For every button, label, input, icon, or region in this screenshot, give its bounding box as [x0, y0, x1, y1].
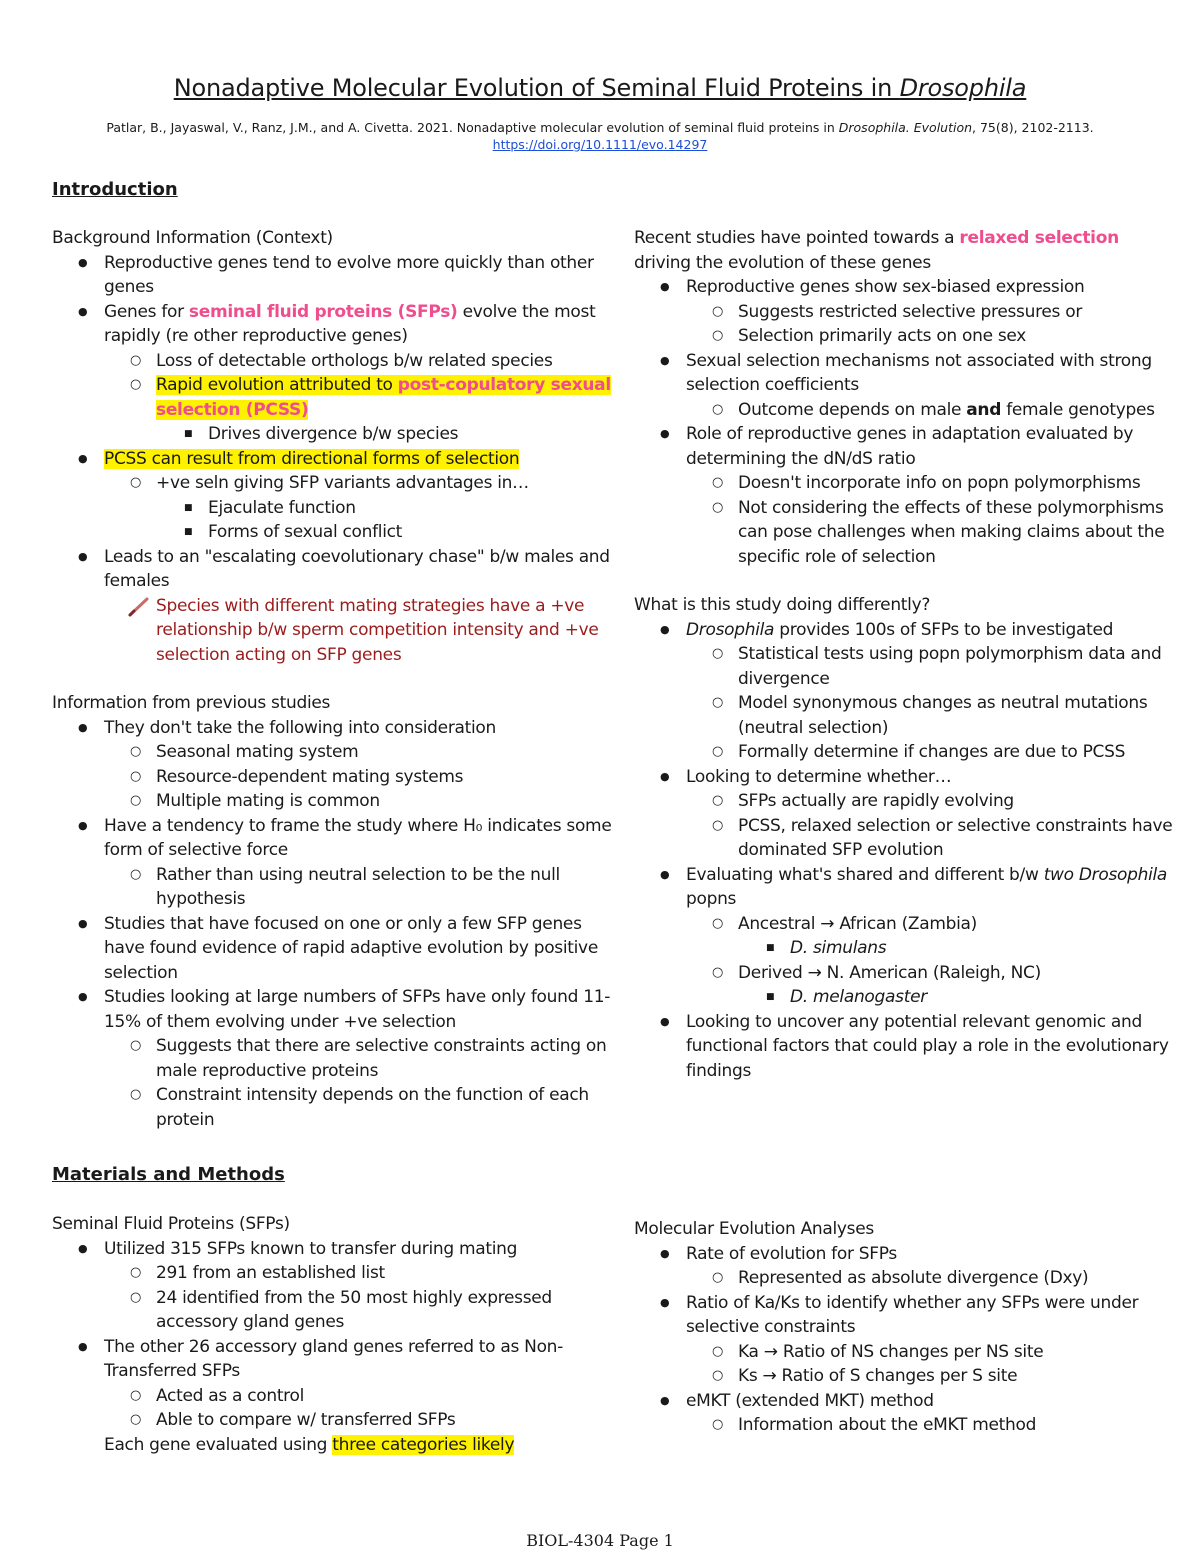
list-item: ● Studies looking at large numbers of SFPs have only found 11-15% of them evolving under +ve selection ○ Suggests that there are selective constraints acting on male reproductive proteins ○ Constraint intensity depends on the function of each protein [52, 985, 612, 1132]
list-item: ● Leads to an "escalating coevolutionary chase" b/w males and females Species with different mating strategies have a +ve relationship b/w sperm competition intensity and +ve selection acting on SFP genes [52, 545, 612, 668]
previous-studies-title: Information from previous studies [52, 693, 331, 713]
heading-materials-methods: Materials and Methods [52, 1164, 285, 1185]
list-item: ● Drosophila provides 100s of SFPs to be investigated ○ Statistical tests using popn polymorphism data and divergence ○ Model synonymous changes as neutral mutations (neutral selection) ○ Formally determine if changes are due to PCSS [634, 618, 1174, 765]
doi-link[interactable]: https://doi.org/10.1111/evo.14297 [492, 137, 708, 152]
list-item: ● Have a tendency to frame the study where H₀ indicates some form of selective force ○ Rather than using neutral selection to be the null hypothesis [52, 814, 612, 912]
list-item: ○ Seasonal mating system [104, 740, 612, 765]
categories-line: Each gene evaluated using three categories likely [104, 1434, 515, 1455]
page-footer: BIOL-4304 Page 1 [526, 1531, 674, 1550]
list-item: ○ SFPs actually are rapidly evolving [686, 789, 1174, 814]
list-item: ○ PCSS, relaxed selection or selective constraints have dominated SFP evolution [686, 814, 1174, 863]
list-item: ○ Derived → N. American (Raleigh, NC) ■ D. melanogaster [686, 961, 1174, 1010]
methods-right-column [634, 1217, 1174, 1438]
list-item: ○ Represented as absolute divergence (Dxy) [686, 1266, 1174, 1291]
list-item: ○ Constraint intensity depends on the function of each protein [104, 1083, 612, 1132]
pencil-icon [126, 596, 152, 618]
intro-left-column [52, 226, 612, 1132]
list-item: ○ +ve seln giving SFP variants advantages in… ■ Ejaculate function ■ Forms of sexual conflict [104, 471, 612, 545]
list-item: ● Genes for seminal fluid proteins (SFPs) evolve the most rapidly (re other reproductive genes) ○ Loss of detectable orthologs b/w related species ○ Rapid evolution attributed to post-copulatory sexual selection (PCSS) ■ Drives divergence b/w species [52, 300, 612, 447]
list-item: ○ Statistical tests using popn polymorphism data and divergence [686, 642, 1174, 691]
heading-introduction: Introduction [52, 179, 178, 200]
list-item: ● The other 26 accessory gland genes referred to as Non-Transferred SFPs ○ Acted as a control ○ Able to compare w/ transferred SFPs [52, 1335, 612, 1433]
list-item: ○ Rapid evolution attributed to post-copulatory sexual selection (PCSS) ■ Drives divergence b/w species [104, 373, 612, 447]
list-item: ○ Resource-dependent mating systems [104, 765, 612, 790]
list-item: ○ 24 identified from the 50 most highly expressed accessory gland genes [104, 1286, 612, 1335]
list-item: ○ Ancestral → African (Zambia) ■ D. simulans [686, 912, 1174, 961]
list-item: ● Studies that have focused on one or only a few SFP genes have found evidence of rapid adaptive evolution by positive selection [52, 912, 612, 986]
list-item: ● Role of reproductive genes in adaptation evaluated by determining the dN/dS ratio ○ Doesn't incorporate info on popn polymorphisms ○ Not considering the effects of these polymorphisms can pose challenges when making claims about the specific role of selection [634, 422, 1174, 569]
methods-left-column [52, 1212, 612, 1457]
list-item: ● Looking to uncover any potential relevant genomic and functional factors that could play a role in the evolutionary findings [634, 1010, 1174, 1084]
different-title: What is this study doing differently? [634, 595, 931, 615]
list-item: ○ Suggests that there are selective constraints acting on male reproductive proteins [104, 1034, 612, 1083]
list-item: ● Looking to determine whether… ○ SFPs actually are rapidly evolving ○ PCSS, relaxed selection or selective constraints have dominated SFP evolution [634, 765, 1174, 863]
list-item: ● PCSS can result from directional forms of selection ○ +ve seln giving SFP variants advantages in… ■ Ejaculate function ■ Forms of sexual conflict [52, 447, 612, 545]
list-item: ○ Acted as a control [104, 1384, 612, 1409]
relaxed-selection-intro: Recent studies have pointed towards a relaxed selection driving the evolution of these genes [634, 228, 1119, 273]
sfp-title: Seminal Fluid Proteins (SFPs) [52, 1214, 290, 1234]
citation: Patlar, B., Jayaswal, V., Ranz, J.M., and A. Civetta. 2021. Nonadaptive molecular evolution of seminal fluid proteins in Drosophila. Evolution, 75(8), 2102-2113. [106, 120, 1094, 135]
list-item: ○ Doesn't incorporate info on popn polymorphisms [686, 471, 1174, 496]
list-item: ● Sexual selection mechanisms not associated with strong selection coefficients ○ Outcome depends on male and female genotypes [634, 349, 1174, 423]
margin-note: Species with different mating strategies have a +ve relationship b/w sperm competition intensity and +ve selection acting on SFP genes [104, 594, 612, 668]
list-item: ● Evaluating what's shared and different b/w two Drosophila popns ○ Ancestral → African (Zambia) ■ D. simulans ○ Derived → N. American (Raleigh, NC) ■ D. melanogaster [634, 863, 1174, 1010]
list-item: ■ D. simulans [738, 936, 1174, 961]
list-item: ○ Model synonymous changes as neutral mutations (neutral selection) [686, 691, 1174, 740]
list-item: ○ Selection primarily acts on one sex [686, 324, 1174, 349]
list-item: ○ Formally determine if changes are due to PCSS [686, 740, 1174, 765]
list-item: ○ Loss of detectable orthologs b/w related species [104, 349, 612, 374]
list-item: ○ 291 from an established list [104, 1261, 612, 1286]
background-title: Background Information (Context) [52, 228, 333, 248]
list-item: ● Rate of evolution for SFPs ○ Represented as absolute divergence (Dxy) [634, 1242, 1174, 1291]
list-item: ● Utilized 315 SFPs known to transfer during mating ○ 291 from an established list ○ 24 identified from the 50 most highly expressed accessory gland genes [52, 1237, 612, 1335]
list-item: ● Reproductive genes tend to evolve more quickly than other genes [52, 251, 612, 300]
list-item: ■ D. melanogaster [738, 985, 1174, 1010]
list-item: ■ Drives divergence b/w species [156, 422, 612, 447]
molecular-evolution-title: Molecular Evolution Analyses [634, 1219, 874, 1239]
list-item: ■ Forms of sexual conflict [156, 520, 612, 545]
list-item: ○ Rather than using neutral selection to be the null hypothesis [104, 863, 612, 912]
list-item: ○ Outcome depends on male and female genotypes [686, 398, 1174, 423]
list-item: ○ Multiple mating is common [104, 789, 612, 814]
list-item: ○ Ka → Ratio of NS changes per NS site [686, 1340, 1174, 1365]
list-item: ○ Information about the eMKT method [686, 1413, 1174, 1438]
list-item: ○ Able to compare w/ transferred SFPs [104, 1408, 612, 1433]
list-item: ○ Suggests restricted selective pressures or [686, 300, 1174, 325]
page-title: Nonadaptive Molecular Evolution of Seminal Fluid Proteins in Drosophila [173, 74, 1027, 102]
intro-right-column [634, 226, 1174, 1083]
list-item: ■ Ejaculate function [156, 496, 612, 521]
list-item: ● Ratio of Ka/Ks to identify whether any SFPs were under selective constraints ○ Ka → Ratio of NS changes per NS site ○ Ks → Ratio of S changes per S site [634, 1291, 1174, 1389]
list-item: ● They don't take the following into consideration ○ Seasonal mating system ○ Resource-dependent mating systems ○ Multiple mating is common [52, 716, 612, 814]
list-item: ○ Not considering the effects of these polymorphisms can pose challenges when making claims about the specific role of selection [686, 496, 1174, 570]
list-item: ● eMKT (extended MKT) method ○ Information about the eMKT method [634, 1389, 1174, 1438]
list-item: ○ Ks → Ratio of S changes per S site [686, 1364, 1174, 1389]
list-item: ● Reproductive genes show sex-biased expression ○ Suggests restricted selective pressures or ○ Selection primarily acts on one sex [634, 275, 1174, 349]
